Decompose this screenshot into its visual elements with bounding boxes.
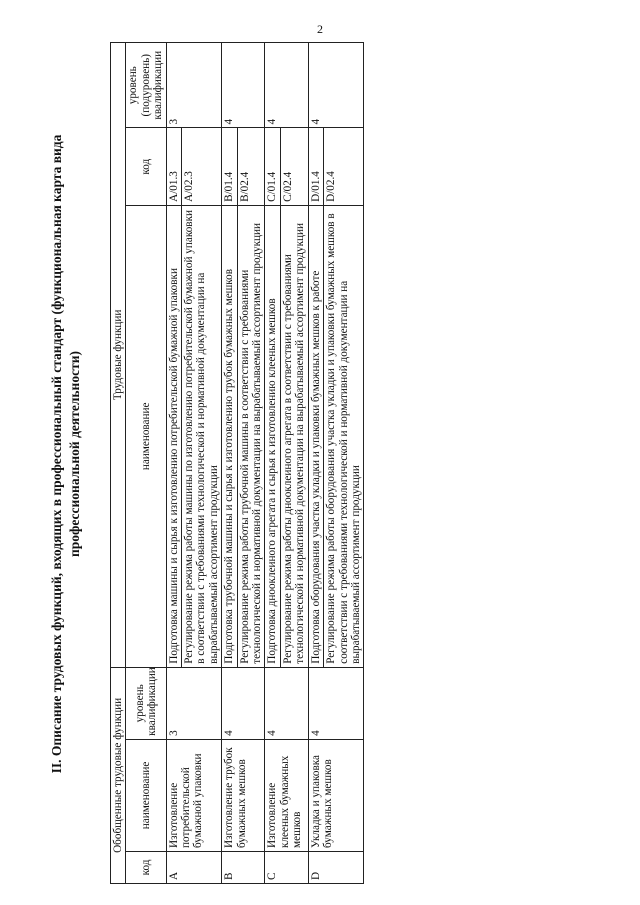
header-function-name: наименование [126,205,166,667]
row-code: B [222,851,265,883]
row-name: Изготовление потребительской бумажной упаковки [166,739,222,851]
row-code: D [308,851,364,883]
section-heading [48,24,84,884]
rotated-page-content [48,24,608,884]
header-generalized-functions: Обобщенные трудовые функции [111,667,126,883]
row-level: 3 [166,667,222,739]
header-group-row [111,43,126,884]
function-code: B/02.4 [237,128,265,205]
function-code: C/02.4 [280,128,308,205]
page-number: 2 [317,22,323,36]
function-level: 3 [166,43,222,128]
function-code: D/02.4 [324,128,364,205]
function-name: Регулирование режима работы машины по изготовлению потребительской бумажной упаковки в соответствии с требованиями технологической и нормативной документации на вырабатываемый ассортимент продукции [182,205,222,667]
function-code: A/01.3 [166,128,181,205]
row-code: A [166,851,222,883]
function-name: Регулирование режима работы днооклеиного агрегата в соответствии с требованиями технологической и нормативной документации на вырабатываемый ассортимент продукции [280,205,308,667]
header-column-row [126,43,166,884]
function-code: A/02.3 [182,128,222,205]
header-function-level: уровень (подуровень) квалификации [126,43,166,128]
function-name: Регулирование режима работы трубочной машины в соответствии с требованиями технологической и нормативной документации на вырабатываемый ассортимент продукции [237,205,265,667]
header-labor-functions: Трудовые функции [111,43,126,668]
table-row [308,43,323,884]
header-level: уровень квалификации [126,667,166,739]
heading-line-2: профессиональной деятельности) [67,351,82,557]
header-name: наименование [126,739,166,851]
row-name: Изготовление клееных бумажных мешков [265,739,308,851]
function-name: Подготовка оборудования участка укладки и упаковки бумажных мешков к работе [308,205,323,667]
function-name: Регулирование режима работы оборудования участка укладки и упаковки бумажных мешков в соответствии с требованиями технологической и нормативной документации на вырабатываемый ассортимент продукции [324,205,364,667]
function-name: Подготовка трубочной машины и сырья к изготовлению трубок бумажных мешков [222,205,237,667]
row-level: 4 [308,667,364,739]
table-row [166,43,181,884]
function-code: D/01.4 [308,128,323,205]
row-name: Укладка и упаковка бумажных мешков [308,739,364,851]
row-name: Изготовление трубок бумажных мешков [222,739,265,851]
function-code: C/01.4 [265,128,280,205]
row-level: 4 [265,667,308,739]
header-function-code: код [126,128,166,205]
heading-line-1: II. Описание трудовых функций, входящих в профессиональный стандарт (функциональная карта вида [49,134,64,774]
functional-map-table [110,42,364,884]
function-level: 4 [222,43,265,128]
row-level: 4 [222,667,265,739]
function-level: 4 [308,43,364,128]
row-code: C [265,851,308,883]
function-name: Подготовка днооклеиного агрегата и сырья к изготовлению клееных мешков [265,205,280,667]
table-row [222,43,237,884]
function-level: 4 [265,43,308,128]
header-code: код [126,851,166,883]
function-name: Подготовка машины и сырья к изготовлению потребительской бумажной упаковки [166,205,181,667]
function-code: B/01.4 [222,128,237,205]
table-row [265,43,280,884]
